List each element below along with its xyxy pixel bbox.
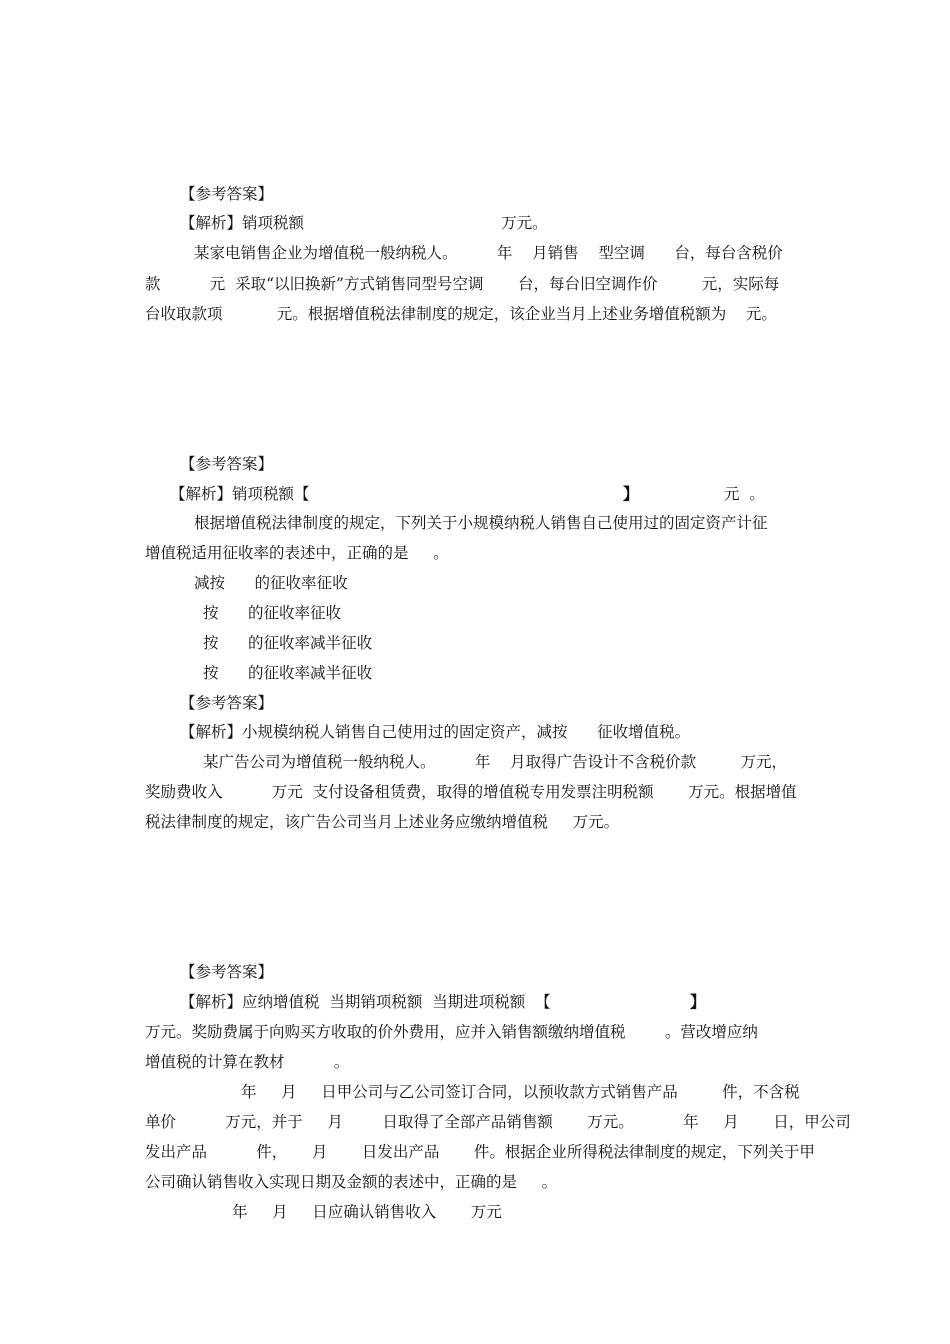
analysis-text: 【解析】销项税额【 <box>170 485 310 503</box>
question-line: 增值税适用征收率的表述中，正确的是 。 <box>145 544 449 562</box>
analysis-text: 【解析】应纳增值税 当期销项税额 当期进项税额 【 <box>180 993 551 1011</box>
question-line: 税法律制度的规定，该广告公司当月上述业务应缴纳增值税 万元。 <box>145 813 620 831</box>
question-line: 年 月 日甲公司与乙公司签订合同，以预收款方式销售产品 件，不含税 <box>241 1083 800 1101</box>
question-line: 奖励费收入 万元 支付设备租赁费，取得的增值税专用发票注明税额 万元。根据增值 <box>145 783 797 801</box>
question-line: 款 元 采取“以旧换新”方式销售同型号空调 台，每台旧空调作价 元，实际每 <box>145 275 780 293</box>
analysis-bracket: 】 <box>623 484 639 503</box>
question-line: 单价 万元，并于 月 日取得了全部产品销售额 万元。 年 月 日，甲公司 <box>145 1113 851 1131</box>
analysis-text: 万元。奖励费属于向购买方收取的价外费用，应并入销售额缴纳增值税 。营改增应纳 <box>145 1023 758 1041</box>
analysis-bracket: 】 <box>690 992 706 1011</box>
question-line: 发出产品 件， 月 日发出产品 件。根据企业所得税法律制度的规定，下列关于甲 <box>145 1143 815 1161</box>
question-line: 台收取款项 元。根据增值税法律制度的规定，该企业当月上述业务增值税额为 元。 <box>145 305 777 323</box>
answer-label: 【参考答案】 <box>180 455 274 473</box>
answer-label: 【参考答案】 <box>180 694 274 712</box>
analysis-text: 增值税的计算在教材 。 <box>145 1053 350 1071</box>
option-item: 按 的征收率减半征收 <box>203 634 373 652</box>
answer-label: 【参考答案】 <box>180 185 274 203</box>
analysis-text: 【解析】小规模纳税人销售自己使用过的固定资产，减按 征收增值税。 <box>180 723 691 741</box>
analysis-unit: 元 。 <box>724 485 765 503</box>
option-item: 按 的征收率减半征收 <box>203 664 373 682</box>
option-item: 年 月 日应确认销售收入 万元 <box>232 1203 502 1221</box>
question-line: 根据增值税法律制度的规定，下列关于小规模纳税人销售自己使用过的固定资产计征 <box>194 514 768 532</box>
option-item: 减按 的征收率征收 <box>194 574 348 592</box>
analysis-text: 【解析】销项税额 万元。 <box>180 214 548 232</box>
question-line: 公司确认销售收入实现日期及金额的表述中，正确的是 。 <box>145 1173 558 1191</box>
option-item: 按 的征收率征收 <box>203 604 342 622</box>
question-line: 某广告公司为增值税一般纳税人。 年 月取得广告设计不含税价款 万元， <box>203 753 787 771</box>
answer-label: 【参考答案】 <box>180 963 274 981</box>
question-line: 某家电销售企业为增值税一般纳税人。 年 月销售 型空调 台，每台含税价 <box>194 244 783 262</box>
